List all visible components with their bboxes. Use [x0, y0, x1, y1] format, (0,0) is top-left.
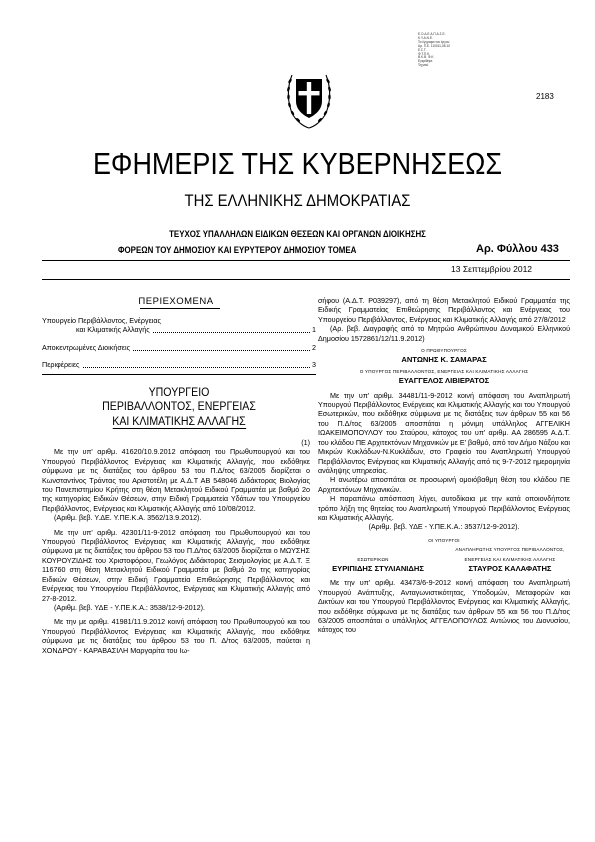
toc-entry[interactable]	[42, 343, 316, 352]
corner-line: Τα έγγραφα του έργου	[418, 39, 450, 44]
gazette-title: ΕΦΗΜΕΡΙΣ ΤΗΣ ΚΥΒΕΡΝΗΣΕΩΣ	[92, 146, 503, 181]
ministry-line: ΚΑΙ ΚΛΙΜΑΤΙΚΗΣ ΑΛΛΑΓΗΣ	[112, 415, 246, 428]
toc-page-number: 1	[312, 325, 316, 334]
header-rule	[42, 260, 570, 261]
toc-underline	[140, 308, 220, 309]
toc-entry[interactable]	[42, 316, 316, 325]
toc-page-number: 2	[312, 343, 316, 352]
signature-role: Ο ΠΡΩΘΥΠΟΥΡΓΟΣ	[421, 348, 467, 354]
corner-line: Ε.Ο.Δ.Ε.Α.Π.Α.Σ.Ε.	[418, 32, 446, 36]
toc-entry-text: Υπουργείο Περιβάλλοντος, Ενέργειας	[42, 316, 161, 325]
toc-bottom-rule	[42, 374, 316, 375]
toc-page-number: 3	[312, 360, 316, 369]
corner-line: Β.Κ.Β. Φ.Κ.	[418, 55, 435, 60]
toc-entry-text: Αποκεντρωμένες Διοικήσεις	[42, 343, 131, 352]
decision-paragraph: Η ανωτέρω αποσπάται σε προσωρινή ομοιόβαθμη θέση του κλάδου ΠΕ Αρχιτεκτόνων Μηχανικών.	[318, 475, 570, 494]
corner-line: Ε.Σ.Τ.	[418, 47, 427, 52]
corner-line: Τεχνικό	[418, 63, 429, 68]
signature-name: ΣΤΑΥΡΟΣ ΚΑΛΑΦΑΤΗΣ	[468, 563, 552, 573]
corner-line: Κ.Υ.Α.Ν.Ε.	[418, 35, 433, 40]
page-number: 2183	[536, 92, 554, 101]
decision-reference: (Αριθμ. βεβ. Υ.ΔΕ. Υ.ΠΕ.Κ.Α. 3562/13.9.2012).	[54, 513, 202, 523]
decision-reference: (Αριθμ. βεβ. ΥΔΕ - Υ.ΠΕ.Κ.Α.: 3537/12-9-2012).	[368, 522, 520, 532]
signature-name: ΑΝΤΩΝΗΣ Κ. ΣΑΜΑΡΑΣ	[401, 355, 487, 365]
decision-marker: (1)	[301, 438, 310, 447]
decision-paragraph: Με την υπ' αριθμ. 34481/11-9-2012 κοινή απόφαση του Αναπληρωτή Υπουργού Περιβάλλοντος Ενέργειας και Κλιματικής Αλλαγής και του Υπουργού Εσωτερικών, που εκδόθηκε σύμφωνα με τις διατάξεις των άρθρων 55 και 56 του Π.Δ/τος 63/2005 αποσπάται η μόνιμη υπάλληλος ΑΓΓΕΛΙΚΗ ΙΩΑΚΕΙΜΟΠΟΥΛΟΥ του Σταύρου, κάτοχος του υπ' αριθμ. ΑΑ 286595 Α.Δ.Τ. του κλάδου ΠΕ Αρχιτεκτόνων Μηχανικών με Ε' βαθμό, από τον Δήμο Νάξου και Μικρών Κυκλάδων-Ν.Κυκλάδων, στο Γραφείο του Αναπληρωτή Υπουργού Περιβάλλοντος Ενέργειας και Κλιματικής Αλλαγής από τις 9-7-2012 ημερομηνία ανάληψης υπηρεσίας.	[318, 390, 570, 475]
corner-line: Αρ. Π.Ε. 110011-08.10	[418, 43, 450, 48]
corner-line: Φ.Τ.Π.Κ.	[418, 51, 431, 56]
ministry-heading	[53, 386, 305, 429]
decision-paragraph: Με την υπ' αριθμ. 43473/6-9-2012 κοινή απόφαση του Αναπληρωτή Υπουργού Ανάπτυξης, Ανταγωνιστικότητας, Υποδομών, Μεταφορών και Δικτύων και του Υπουργού Περιβάλλοντος Ενέργειας και Κλιματικής Αλλαγής, που εκδόθηκε σύμφωνα με τις διατάξεις των άρθρων 55 και 56 του Π.Δ/τος 63/2005 αποσπάται ο υπάλληλος ΑΓΓΕΛΟΠΟΥΛΟΣ Αντώνιος του Διονυσίου, κάτοχος του	[318, 578, 570, 635]
toc-entry[interactable]	[42, 360, 316, 369]
signature-block	[318, 545, 570, 564]
right-column	[318, 296, 570, 635]
decision-paragraph: Με την με αριθμ. 41981/11.9.2012 κοινή απόφαση του Πρωθυπουργού και του Υπουργού Περιβάλλοντος Ενέργειας και Κλιματικής Αλλαγής, που εκδόθηκε σύμφωνα με τις διατάξεις του άρθρου 53 του Π. Δ/τος 63/2005, παύεται η ΧΟΝΔΡΟΥ - ΚΑΡΑΒΑΣΙΛΗ Μαργαρίτα του Ιω-	[42, 617, 310, 655]
gazette-subtitle: ΤΗΣ ΕΛΛΗΝΙΚΗΣ ΔΗΜΟΚΡΑΤΙΑΣ	[184, 192, 411, 210]
signature-role: Ο ΥΠΟΥΡΓΟΣ ΠΕΡΙΒΑΛΛΟΝΤΟΣ, ΕΝΕΡΓΕΙΑΣ ΚΑΙ ΚΛΙΜΑΤΙΚΗΣ ΑΛΛΑΓΗΣ	[359, 368, 529, 374]
decision-reference: (Αρ. βεβ. Διαγραφής από το Μητρώο Ανθρώπινου Δυναμικού Ελληνικού Δημοσίου 1572861/12/11.9.2012)	[318, 324, 570, 343]
ministry-line: ΥΠΟΥΡΓΕΙΟ	[148, 387, 210, 399]
issue-date: 13 Σεπτεμβρίου 2012	[451, 264, 533, 274]
toc-entry-text: Περιφέρειες	[42, 360, 80, 369]
header-rule	[42, 279, 570, 280]
decision-paragraph: Με την υπ' αριθμ. 42301/11-9-2012 απόφαση του Πρωθυπουργού και του Υπουργού Περιβάλλοντος Ενέργειας και Κλιματικής Αλλαγής, που εκδόθηκε σύμφωνα με τις διατάξεις του άρθρου 53 του Π.Δ/τος 63/2005 διορίζεται ο ΜΩΥΣΗΣ ΚΟΥΡΟΥΖΙΔΗΣ του Χριστοφόρου, Γεωλόγος Διδάκτορας Σεισμολογίας με Α.Δ.Τ. Ξ 116760 στη θέση Μετακλητού Ειδικού Γραμματέα με βαθμό 2ο της κατηγορίας Ειδικών Θέσεων, στην Ειδική Γραμματεία Επιθεώρησης Περιβάλλοντος και Ενέργειας του Υπουργείου Περιβάλλοντος, Ενέργειας και Κλιματικής Αλλαγής από 27-8-2012.	[42, 527, 310, 603]
series-line-2: ΦΟΡΕΩΝ ΤΟΥ ΔΗΜΟΣΙΟΥ ΚΑΙ ΕΥΡΥΤΕΡΟΥ ΔΗΜΟΣΙΟΥ ΤΟΜΕΑ	[118, 245, 357, 255]
decision-paragraph: Με την υπ' αριθμ. 41620/10.9.2012 απόφαση του Πρωθυπουργού και του Υπουργού Περιβάλλοντος Ενέργειας και Κλιματικής Αλλαγής, που εκδόθηκε σύμφωνα με τις διατάξεις του άρθρου 53 του Π.Δ/τος 63/2005 διορίζεται ο Κωνσταντίνος Τράντας του Αριστοτέλη με Α.Δ.Τ ΑΒ 548046 Διδάκτορας Βιολογίας του Πανεπιστημίου Κρήτης στη θέση Μετακλητού Ειδικού Γραμματέα με βαθμό 2ο της κατηγορίας Ειδικών Θέσεων, στην Ειδική Γραμματεία Υδάτων του Υπουργείου Περιβάλλοντος, Ενέργειας και Κλιματικής Αλλαγής από 10/08/2012.	[42, 447, 310, 513]
signature-role: ΑΝΑΠΛΗΡΩΤΗΣ ΥΠΟΥΡΓΟΣ ΠΕΡΙΒΑΛΛΟΝΤΟΣ, ΕΝΕΡΓΕΙΑΣ ΚΑΙ ΚΛΙΜΑΤΙΚΗΣ ΑΛΛΑΓΗΣ	[455, 547, 565, 562]
series-line-1: ΤΕΥΧΟΣ ΥΠΑΛΛΗΛΩΝ ΕΙΔΙΚΩΝ ΘΕΣΕΩΝ ΚΑΙ ΟΡΓΑΝΩΝ ΔΙΟΙΚΗΣΗΣ	[169, 229, 426, 239]
corner-line: Εγκρίθηκε	[418, 59, 433, 64]
toc-heading: ΠΕΡΙΕΧΟΜΕΝΑ	[138, 296, 214, 307]
ministry-line: ΠΕΡΙΒΑΛΛΟΝΤΟΣ, ΕΝΕΡΓΕΙΑΣ	[102, 401, 256, 414]
left-column	[42, 438, 310, 655]
toc-entry-text: και Κλιματικής Αλλαγής	[76, 325, 150, 334]
toc-entry[interactable]	[42, 325, 316, 334]
greek-coat-of-arms-icon	[283, 65, 335, 131]
signature-name: ΕΥΡΙΠΙΔΗΣ ΣΤΥΛΙΑΝΙΔΗΣ	[332, 563, 424, 573]
signature-name: ΕΥΑΓΓΕΛΟΣ ΛΙΒΙΕΡΑΤΟΣ	[398, 376, 490, 386]
signature-block	[318, 564, 570, 573]
decision-paragraph: σήφου (Α.Δ.Τ. Ρ039297), από τη θέση Μετακλητού Ειδικού Γραμματέα της Ειδικής Γραμματείας Επιθεώρησης Περιβάλλοντος και Ενέργειας του Υπουργείου Περιβάλλοντος, Ενέργειας και Κλιματικής Αλλαγής από 27/8/2012	[318, 296, 570, 324]
issue-number: Αρ. Φύλλου 433	[476, 243, 559, 255]
decision-reference: (Αριθμ. βεβ. ΥΔΕ - Υ.ΠΕ.Κ.Α.: 3538/12-9-2012).	[54, 602, 206, 612]
decision-paragraph: Η παραπάνω απόσπαση λήγει, αυτοδίκαια με την κατά οποιονδήποτε τρόπο λήξη της θητείας του Αναπληρωτή Υπουργού Περιβάλλοντος Ενέργειας και Κλιματικής Αλλαγής.	[318, 494, 570, 522]
corner-stamp	[418, 33, 470, 68]
signature-role: ΕΣΩΤΕΡΙΚΩΝ	[357, 556, 389, 562]
signature-heading: ΟΙ ΥΠΟΥΡΓΟΙ	[428, 537, 460, 543]
